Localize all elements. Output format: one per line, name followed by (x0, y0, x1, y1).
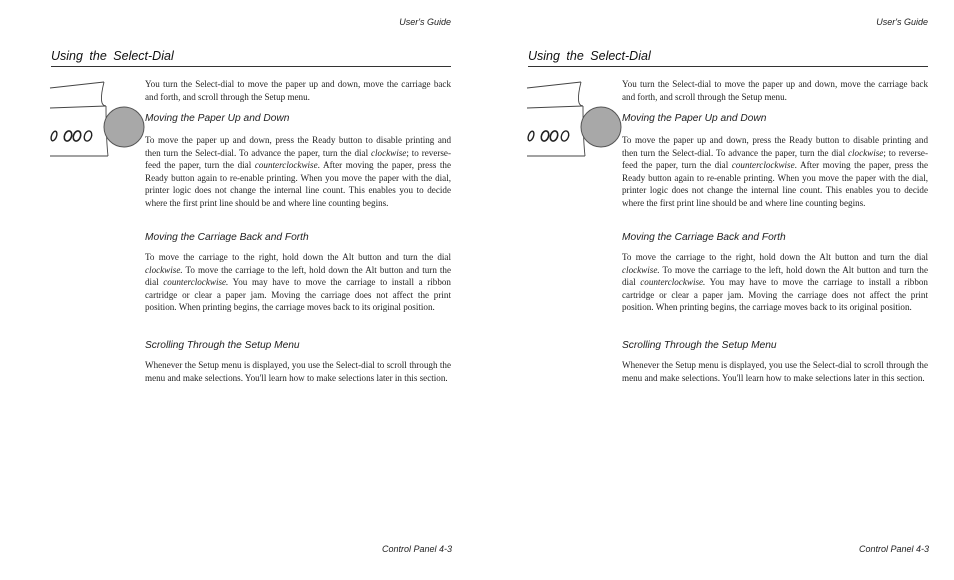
right-page (477, 0, 954, 580)
select-dial-illustration (48, 76, 148, 160)
paragraph-paper (145, 134, 451, 210)
subheading-setup: Scrolling Through the Setup Menu (622, 340, 777, 351)
intro-paragraph: You turn the Select-dial to move the paper up and down, move the carriage back and forth, and scroll through the Setup menu. (622, 79, 928, 102)
paragraph-carriage-text-c: You may have to move the carriage to install a ribbon cartridge or clear a paper jam. Moving the carriage does not affect the print position. When printing begins, the carriage moves back to its original position. (145, 277, 451, 313)
paragraph-carriage-emphasis-a: clockwise. (145, 264, 183, 275)
paragraph-carriage-emphasis-b: counterclockwise. (163, 277, 229, 288)
paragraph-paper-emphasis-b: counterclockwise (254, 160, 318, 171)
paragraph-paper-text-b: ; to reverse-feed the paper, turn the dial (622, 147, 928, 171)
paragraph-carriage-text-b: To move the carriage to the left, hold down the Alt button and turn the dial (145, 264, 451, 288)
subheading-paper: Moving the Paper Up and Down (145, 113, 290, 124)
paragraph-carriage (145, 251, 451, 314)
page-footer: Control Panel 4-3 (858, 544, 929, 554)
running-header: User's Guide (399, 17, 451, 27)
subheading-paper: Moving the Paper Up and Down (622, 113, 767, 124)
paragraph-paper-text-c: . After moving the paper, press the Ready button again to re-enable printing. When you move the paper with the dial, printer logic does not change the internal line count. This enables you to decide where the first print line should be and where line counting begins. (622, 160, 928, 208)
subheading-carriage: Moving the Carriage Back and Forth (145, 232, 309, 243)
paragraph-carriage-text-a: To move the carriage to the right, hold down the Alt button and turn the dial (622, 252, 928, 262)
section-title: Using the Select-Dial (528, 49, 651, 63)
paragraph-paper-text-a: To move the paper up and down, press the Ready button to disable printing and then turn the Select-dial. To advance the paper, turn the dial (145, 135, 451, 158)
subheading-carriage: Moving the Carriage Back and Forth (622, 232, 786, 243)
title-rule (528, 66, 928, 67)
page-footer: Control Panel 4-3 (381, 544, 452, 554)
paragraph-setup: Whenever the Setup menu is displayed, you use the Select-dial to scroll through the menu and make selections. You'll learn how to make selections later in this section. (622, 360, 928, 383)
paragraph-carriage-text-c: You may have to move the carriage to install a ribbon cartridge or clear a paper jam. Moving the carriage does not affect the print position. When printing begins, the carriage moves back to its original position. (622, 277, 928, 313)
paragraph-setup: Whenever the Setup menu is displayed, you use the Select-dial to scroll through the menu and make selections. You'll learn how to make selections later in this section. (145, 360, 451, 383)
paragraph-carriage-text-a: To move the carriage to the right, hold down the Alt button and turn the dial (145, 252, 451, 262)
paragraph-paper-text-a: To move the paper up and down, press the Ready button to disable printing and then turn the Select-dial. To advance the paper, turn the dial (622, 135, 928, 158)
paragraph-paper-text-b: ; to reverse-feed the paper, turn the dial (145, 147, 451, 171)
paragraph-carriage-emphasis-b: counterclockwise. (640, 277, 706, 288)
section-title: Using the Select-Dial (51, 49, 174, 63)
paragraph-carriage-text-b: To move the carriage to the left, hold down the Alt button and turn the dial (622, 264, 928, 288)
paragraph-paper-emphasis-b: counterclockwise (731, 160, 795, 171)
title-rule (51, 66, 451, 67)
paragraph-carriage (622, 251, 928, 314)
paragraph-paper (622, 134, 928, 210)
running-header: User's Guide (876, 17, 928, 27)
subheading-setup: Scrolling Through the Setup Menu (145, 340, 300, 351)
paragraph-paper-text-c: . After moving the paper, press the Ready button again to re-enable printing. When you move the paper with the dial, printer logic does not change the internal line count. This enables you to decide where the first print line should be and where line counting begins. (145, 160, 451, 208)
paragraph-paper-emphasis-a: clockwise (370, 147, 407, 158)
paragraph-carriage-emphasis-a: clockwise. (622, 264, 660, 275)
select-dial-illustration (525, 76, 625, 160)
paragraph-paper-emphasis-a: clockwise (847, 147, 884, 158)
intro-paragraph: You turn the Select-dial to move the paper up and down, move the carriage back and forth, and scroll through the Setup menu. (145, 79, 451, 102)
